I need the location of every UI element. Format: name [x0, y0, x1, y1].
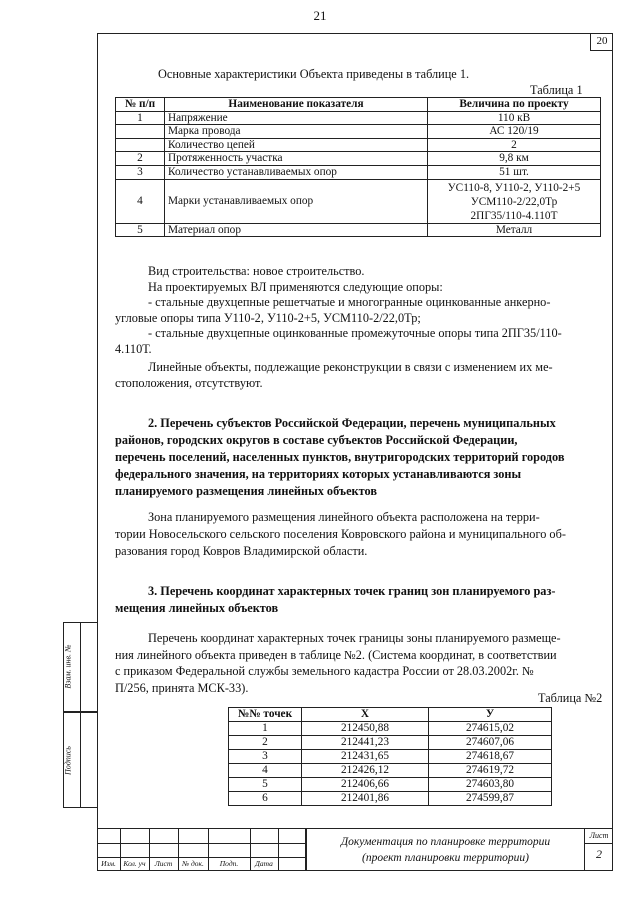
- list-label: Лист: [589, 831, 609, 840]
- table-cell-multiline: [428, 179, 601, 223]
- table-cell: [116, 138, 165, 152]
- table-cell: Количество устанавливаемых опор: [165, 165, 428, 179]
- column-header: № п/п: [116, 98, 165, 112]
- table-cell: Протяженность участка: [165, 152, 428, 166]
- table-cell: 212426,12: [302, 764, 429, 778]
- table-row: [116, 111, 601, 125]
- table-row: [116, 138, 601, 152]
- page-number: 21: [313, 8, 327, 23]
- document-title-line: Документация по планировке территории: [340, 836, 551, 848]
- table-cell: 212431,65: [302, 750, 429, 764]
- table-cell: 110 кВ: [428, 111, 601, 125]
- table-row: [229, 778, 552, 792]
- table-cell: 5: [116, 223, 165, 237]
- table-cell: 212450,88: [302, 722, 429, 736]
- table-cell: Количество цепей: [165, 138, 428, 152]
- table-cell: 2: [428, 138, 601, 152]
- table-cell: 212441,23: [302, 736, 429, 750]
- table-cell: 5: [229, 778, 302, 792]
- paragraph: тории Новосельского сельского поселения Ковровского района и муниципального об-: [115, 527, 566, 541]
- stamp-line: [97, 857, 305, 858]
- table-cell: Марки устанавливаемых опор: [165, 179, 428, 223]
- table-cell: Напряжение: [165, 111, 428, 125]
- document-title-line: (проект планировки территории): [362, 852, 529, 864]
- column-header: X: [302, 708, 429, 722]
- table2-caption: Таблица №2: [538, 691, 603, 705]
- stamp-line: [97, 843, 305, 844]
- table-row: [229, 736, 552, 750]
- table-cell: Марка провода: [165, 125, 428, 139]
- column-header: Наименование показателя: [165, 98, 428, 112]
- table-row: [116, 125, 601, 139]
- stamp-label: № док.: [182, 859, 204, 868]
- paragraph: П/256, принята МСК-33).: [115, 680, 249, 695]
- table-cell: 274607,06: [429, 736, 552, 750]
- table-cell: 3: [229, 750, 302, 764]
- table-cell-line: 2ПГ35/110-4.110Т: [470, 209, 558, 222]
- table-cell: 274603,80: [429, 778, 552, 792]
- table-cell: АС 120/19: [428, 125, 601, 139]
- table-cell: 6: [229, 792, 302, 806]
- paragraph: На проектируемых ВЛ применяются следующие опоры:: [148, 279, 443, 294]
- construction-block: [115, 264, 601, 391]
- table-cell: Металл: [428, 223, 601, 237]
- table-row: [229, 764, 552, 778]
- table-header-row: [116, 98, 601, 112]
- sheet-number: 20: [590, 33, 613, 51]
- list-value: 2: [596, 847, 602, 861]
- paragraph: - стальные двухцепные оцинкованные промежуточные опоры типа 2ПГ35/110-: [148, 326, 562, 340]
- table-cell: 212406,66: [302, 778, 429, 792]
- table-cell: 274618,67: [429, 750, 552, 764]
- side-label-podpis: Подпись: [63, 746, 73, 775]
- side-label-vzam: Взам. инв. №: [63, 644, 73, 689]
- paragraph: стоположения, отсутствуют.: [115, 375, 263, 390]
- table-cell: 274615,02: [429, 722, 552, 736]
- column-header: У: [429, 708, 552, 722]
- table-cell-line: УС110-8, У110-2, У110-2+5: [447, 181, 581, 194]
- heading-line: мещения линейных объектов: [115, 601, 279, 615]
- stamp-line: [584, 843, 613, 844]
- paragraph: Перечень координат характерных точек границы зоны планируемого размеще-: [148, 631, 561, 645]
- stamp-line: [278, 829, 279, 870]
- heading-line: федерального значения, на территориях которых устанавливаются зоны: [115, 467, 522, 481]
- table-cell: 4: [229, 764, 302, 778]
- table-cell: 51 шт.: [428, 165, 601, 179]
- table-cell: 274619,72: [429, 764, 552, 778]
- table-cell: Материал опор: [165, 223, 428, 237]
- stamp-label: Изм.: [101, 859, 116, 868]
- table-row: [229, 750, 552, 764]
- paragraph: с приказом Федеральной службы земельного кадастра России от 28.03.2002г. №: [115, 664, 534, 678]
- table-row: [116, 179, 601, 223]
- heading-line: 3. Перечень координат характерных точек границ зон планируемого раз-: [148, 584, 556, 598]
- table-cell: 3: [116, 165, 165, 179]
- table-header-row: [229, 708, 552, 722]
- stamp-label: Кол. уч: [123, 859, 146, 868]
- table1-caption: Таблица 1: [530, 83, 583, 97]
- stamp-label: Подп.: [219, 859, 239, 868]
- heading-line: районов, городских округов в составе субъектов Российской Федерации,: [115, 433, 518, 447]
- paragraph: Линейные объекты, подлежащие реконструкции в связи с изменением их ме-: [148, 360, 553, 374]
- table-cell: 4: [116, 179, 165, 223]
- column-header: Величина по проекту: [428, 98, 601, 112]
- paragraph: разования город Ковров Владимирской области.: [115, 544, 368, 558]
- table-row: [229, 722, 552, 736]
- table-cell: [116, 125, 165, 139]
- table-cell: 274599,87: [429, 792, 552, 806]
- paragraph: Вид строительства: новое строительство.: [148, 264, 365, 278]
- table-row: [116, 223, 601, 237]
- table-cell: 2: [116, 152, 165, 166]
- table-cell: 1: [229, 722, 302, 736]
- intro-text: Основные характеристики Объекта приведены в таблице 1.: [158, 67, 470, 81]
- paragraph: 4.110Т.: [115, 341, 152, 356]
- paragraph: Зона планируемого размещения линейного объекта расположена на терри-: [148, 510, 540, 524]
- paragraph: угловые опоры типа У110-2, У110-2+5, УСМ110-2/22,0Тр;: [115, 310, 421, 325]
- stamp-label: Дата: [255, 859, 273, 868]
- characteristics-table: [115, 97, 601, 237]
- table-cell-line: УСМ110-2/22,0Тр: [470, 195, 558, 208]
- table-row: [229, 792, 552, 806]
- section-3-heading: [115, 583, 601, 617]
- paragraph: - стальные двухцепные решетчатые и многогранные оцинкованные анкерно-: [148, 295, 551, 309]
- table-row: [116, 152, 601, 166]
- title-block: [97, 828, 613, 871]
- document-title: [307, 834, 584, 866]
- section-3-body: [115, 630, 601, 696]
- table-cell: 212401,86: [302, 792, 429, 806]
- stamp-label: Лист: [154, 859, 173, 868]
- section-2-body: [115, 509, 601, 560]
- paragraph: ния линейного объекта приведен в таблице №2. (Система координат, в соответствии: [115, 647, 557, 662]
- table-row: [116, 165, 601, 179]
- coordinates-table: [228, 707, 552, 806]
- heading-line: перечень поселений, населенных пунктов, внутригородских территорий городов: [115, 450, 565, 464]
- column-header: №№ точек: [229, 708, 302, 722]
- table-cell: 1: [116, 111, 165, 125]
- table-cell: 9,8 км: [428, 152, 601, 166]
- section-2-heading: [115, 415, 601, 500]
- table-cell: 2: [229, 736, 302, 750]
- heading-line: планируемого размещения линейных объектов: [115, 484, 377, 498]
- heading-line: 2. Перечень субъектов Российской Федерации, перечень муниципальных: [148, 416, 556, 430]
